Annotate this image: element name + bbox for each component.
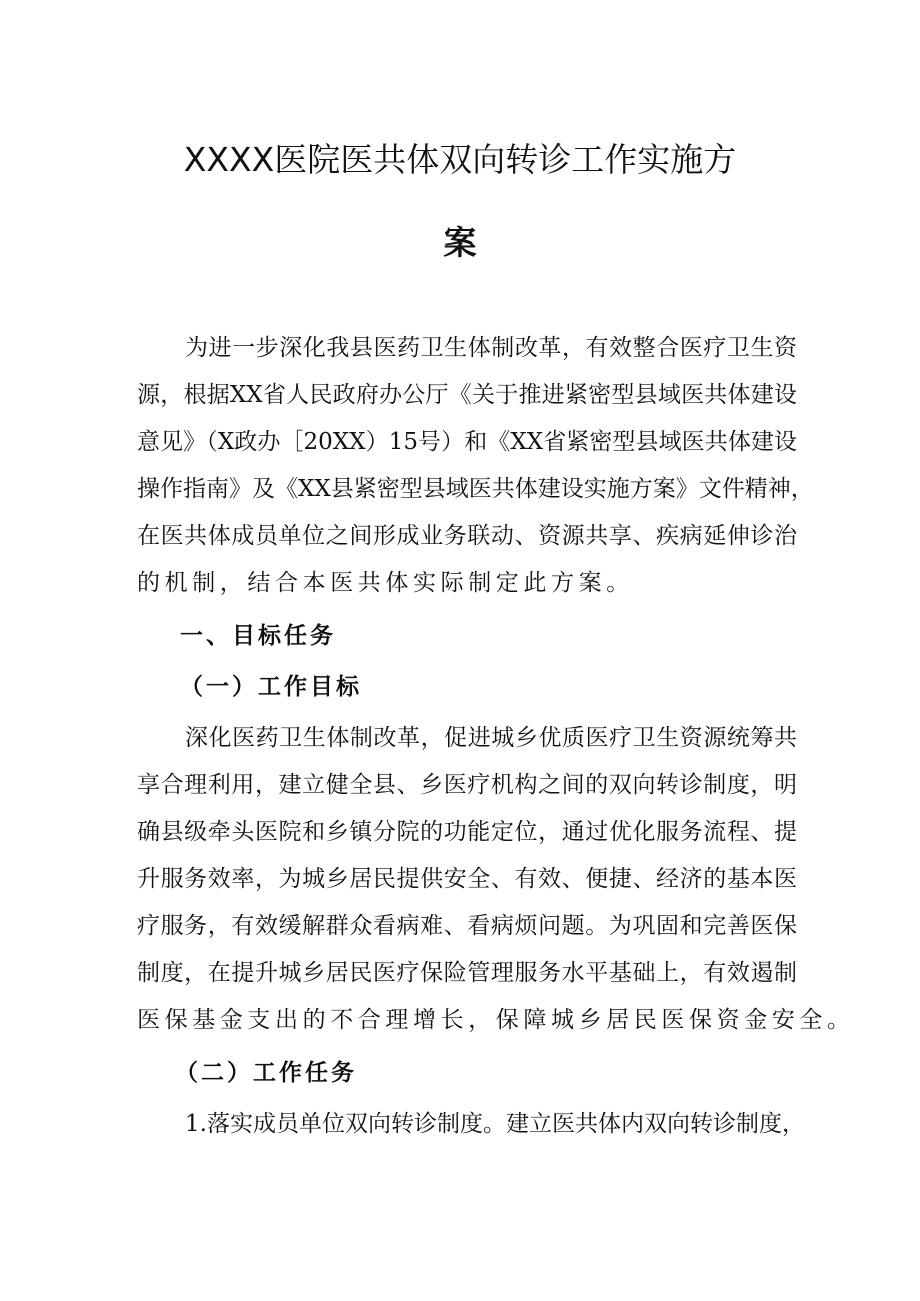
- task-line: 1.落实成员单位双向转诊制度。建立医共体内双向转诊制度，: [185, 1111, 805, 1137]
- document-title-line-2: 案: [443, 223, 477, 262]
- subsection-heading: （一）工作目标: [180, 674, 362, 700]
- intro-line: 为进一步深化我县医药卫生体制改革，有效整合医疗卫生资: [185, 335, 797, 361]
- goal-line: 疗服务，有效缓解群众看病难、看病烦问题。为巩固和完善医保: [137, 913, 797, 939]
- intro-line: 源，根据XX省人民政府办公厅《关于推进紧密型县域医共体建设: [137, 382, 797, 408]
- goal-line: 医保基金支出的不合理增长，保障城乡居民医保资金安全。: [137, 1007, 855, 1033]
- goal-line: 深化医药卫生体制改革，促进城乡优质医疗卫生资源统筹共: [185, 725, 797, 751]
- intro-line: 的机制，结合本医共体实际制定此方案。: [137, 570, 634, 596]
- document-title-line-1: XXXX医院医共体双向转诊工作实施方: [183, 140, 737, 179]
- intro-line: 意见》（X政办［20XX）15号）和《XX省紧密型县域医共体建设: [137, 429, 797, 455]
- goal-line: 确县级牵头医院和乡镇分院的功能定位，通过优化服务流程、提: [137, 819, 797, 845]
- section-heading: 一、目标任务: [180, 623, 336, 649]
- goal-line: 制度，在提升城乡居民医疗保险管理服务水平基础上，有效遏制: [137, 960, 797, 986]
- goal-line: 升服务效率，为城乡居民提供安全、有效、便捷、经济的基本医: [137, 866, 797, 892]
- subsection-heading: （二）工作任务: [175, 1060, 357, 1086]
- goal-line: 享合理利用，建立健全县、乡医疗机构之间的双向转诊制度，明: [137, 772, 797, 798]
- intro-line: 操作指南》及《XX县紧密型县域医共体建设实施方案》文件精神，: [137, 476, 814, 502]
- intro-line: 在医共体成员单位之间形成业务联动、资源共享、疾病延伸诊治: [137, 523, 797, 549]
